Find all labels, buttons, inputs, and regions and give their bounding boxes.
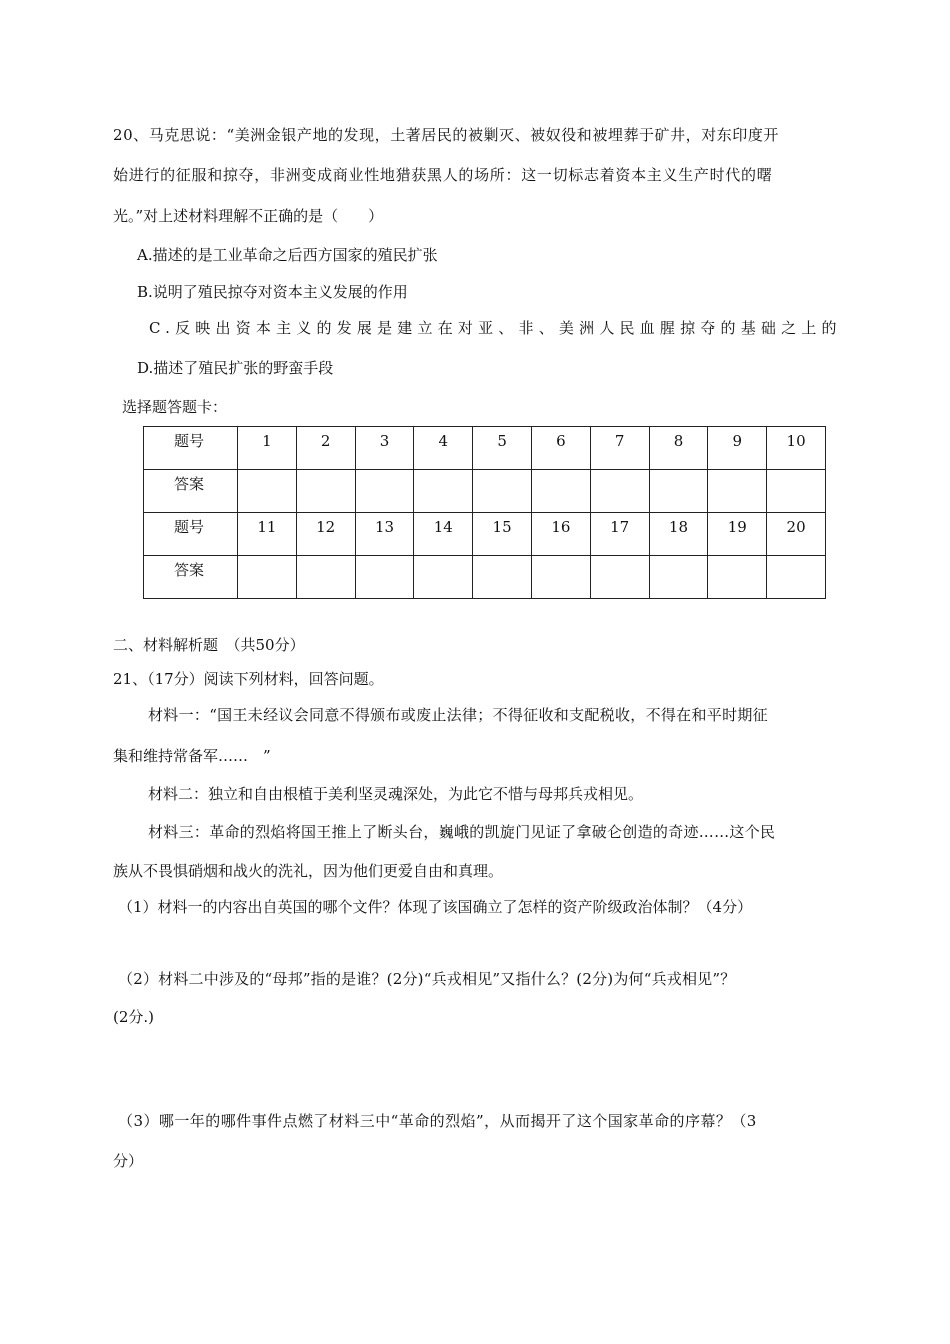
material-1-line-1: 材料一：“国王未经议会同意不得颁布或废止法律；不得征收和支配税收，不得在和平时期征 bbox=[148, 706, 768, 724]
sub-question-1: （1）材料一的内容出自英国的哪个文件？体现了该国确立了怎样的资产阶级政治体制？（4分） bbox=[118, 898, 753, 916]
question-number: 19 bbox=[708, 513, 767, 556]
answer-cell[interactable] bbox=[296, 470, 355, 513]
question-number: 7 bbox=[590, 427, 649, 470]
answer-cell[interactable] bbox=[355, 556, 414, 599]
question-number: 15 bbox=[473, 513, 532, 556]
answer-cell[interactable] bbox=[649, 470, 708, 513]
question-number: 20 bbox=[767, 513, 826, 556]
answer-cell[interactable] bbox=[355, 470, 414, 513]
q20-stem-line-1: 20、马克思说：“美洲金银产地的发现，土著居民的被剿灭、被奴役和被埋葬于矿井，对东印度开 bbox=[113, 126, 779, 144]
answer-cell[interactable] bbox=[531, 470, 590, 513]
q20-option-c: C.反映出资本主义的发展是建立在对亚、非、美洲人民血腥掠夺的基础之上的 bbox=[149, 319, 842, 337]
answer-card-answer-row-2 bbox=[144, 556, 826, 599]
sub-question-2-line-1: （2）材料二中涉及的“母邦”指的是谁？(2分)“兵戎相见”又指什么？(2分)为何“兵戎相见”？ bbox=[118, 970, 736, 988]
answer-card-table bbox=[143, 426, 826, 599]
q20-option-b: B.说明了殖民掠夺对资本主义发展的作用 bbox=[137, 283, 408, 301]
answer-cell[interactable] bbox=[531, 556, 590, 599]
question-number: 14 bbox=[414, 513, 473, 556]
material-2: 材料二：独立和自由根植于美利坚灵魂深处，为此它不惜与母邦兵戎相见。 bbox=[148, 785, 644, 803]
question-number: 13 bbox=[355, 513, 414, 556]
answer-cell[interactable] bbox=[708, 556, 767, 599]
material-3-line-1: 材料三：革命的烈焰将国王推上了断头台，巍峨的凯旋门见证了拿破仑创造的奇迹……这个民 bbox=[148, 823, 776, 841]
answer-label: 答案 bbox=[144, 470, 238, 513]
sub-question-3-line-1: （3）哪一年的哪件事件点燃了材料三中“革命的烈焰”，从而揭开了这个国家革命的序幕？（3 bbox=[118, 1112, 757, 1130]
answer-cell[interactable] bbox=[296, 556, 355, 599]
q20-option-d: D.描述了殖民扩张的野蛮手段 bbox=[137, 359, 334, 377]
question-number: 2 bbox=[296, 427, 355, 470]
answer-cell[interactable] bbox=[414, 470, 473, 513]
answer-cell[interactable] bbox=[590, 470, 649, 513]
question-number: 17 bbox=[590, 513, 649, 556]
number-label: 题号 bbox=[144, 513, 238, 556]
question-number: 5 bbox=[473, 427, 532, 470]
question-number: 10 bbox=[767, 427, 826, 470]
answer-cell[interactable] bbox=[473, 470, 532, 513]
answer-cell[interactable] bbox=[708, 470, 767, 513]
question-number: 11 bbox=[238, 513, 297, 556]
q20-stem-line-3: 光。”对上述材料理解不正确的是（ ） bbox=[113, 207, 384, 225]
answer-cell[interactable] bbox=[414, 556, 473, 599]
answer-label: 答案 bbox=[144, 556, 238, 599]
question-number: 4 bbox=[414, 427, 473, 470]
question-number: 8 bbox=[649, 427, 708, 470]
section-2-heading: 二、材料解析题 （共50分） bbox=[113, 636, 305, 654]
sub-question-3-line-2: 分） bbox=[113, 1152, 144, 1170]
question-number: 12 bbox=[296, 513, 355, 556]
answer-card-number-row-2 bbox=[144, 513, 826, 556]
answer-card-number-row-1 bbox=[144, 427, 826, 470]
question-number: 1 bbox=[238, 427, 297, 470]
answer-cell[interactable] bbox=[649, 556, 708, 599]
answer-card-answer-row-1 bbox=[144, 470, 826, 513]
q20-stem-line-2: 始进行的征服和掠夺，非洲变成商业性地猎获黑人的场所：这一切标志着资本主义生产时代的曙 bbox=[113, 166, 773, 184]
material-3-line-2: 族从不畏惧硝烟和战火的洗礼，因为他们更爱自由和真理。 bbox=[113, 862, 504, 880]
answer-cell[interactable] bbox=[767, 470, 826, 513]
question-number: 6 bbox=[531, 427, 590, 470]
material-1-line-2: 集和维持常备军…… ” bbox=[113, 747, 271, 765]
answer-card-title: 选择题答题卡： bbox=[122, 398, 228, 416]
sub-question-2-line-2: (2分.) bbox=[113, 1008, 155, 1026]
answer-cell[interactable] bbox=[590, 556, 649, 599]
answer-cell[interactable] bbox=[238, 470, 297, 513]
question-number: 16 bbox=[531, 513, 590, 556]
question-number: 3 bbox=[355, 427, 414, 470]
answer-cell[interactable] bbox=[238, 556, 297, 599]
number-label: 题号 bbox=[144, 427, 238, 470]
question-number: 18 bbox=[649, 513, 708, 556]
question-number: 9 bbox=[708, 427, 767, 470]
q21-intro: 21、（17分）阅读下列材料，回答问题。 bbox=[113, 670, 384, 688]
q20-option-a: A.描述的是工业革命之后西方国家的殖民扩张 bbox=[137, 246, 438, 264]
answer-cell[interactable] bbox=[767, 556, 826, 599]
answer-cell[interactable] bbox=[473, 556, 532, 599]
